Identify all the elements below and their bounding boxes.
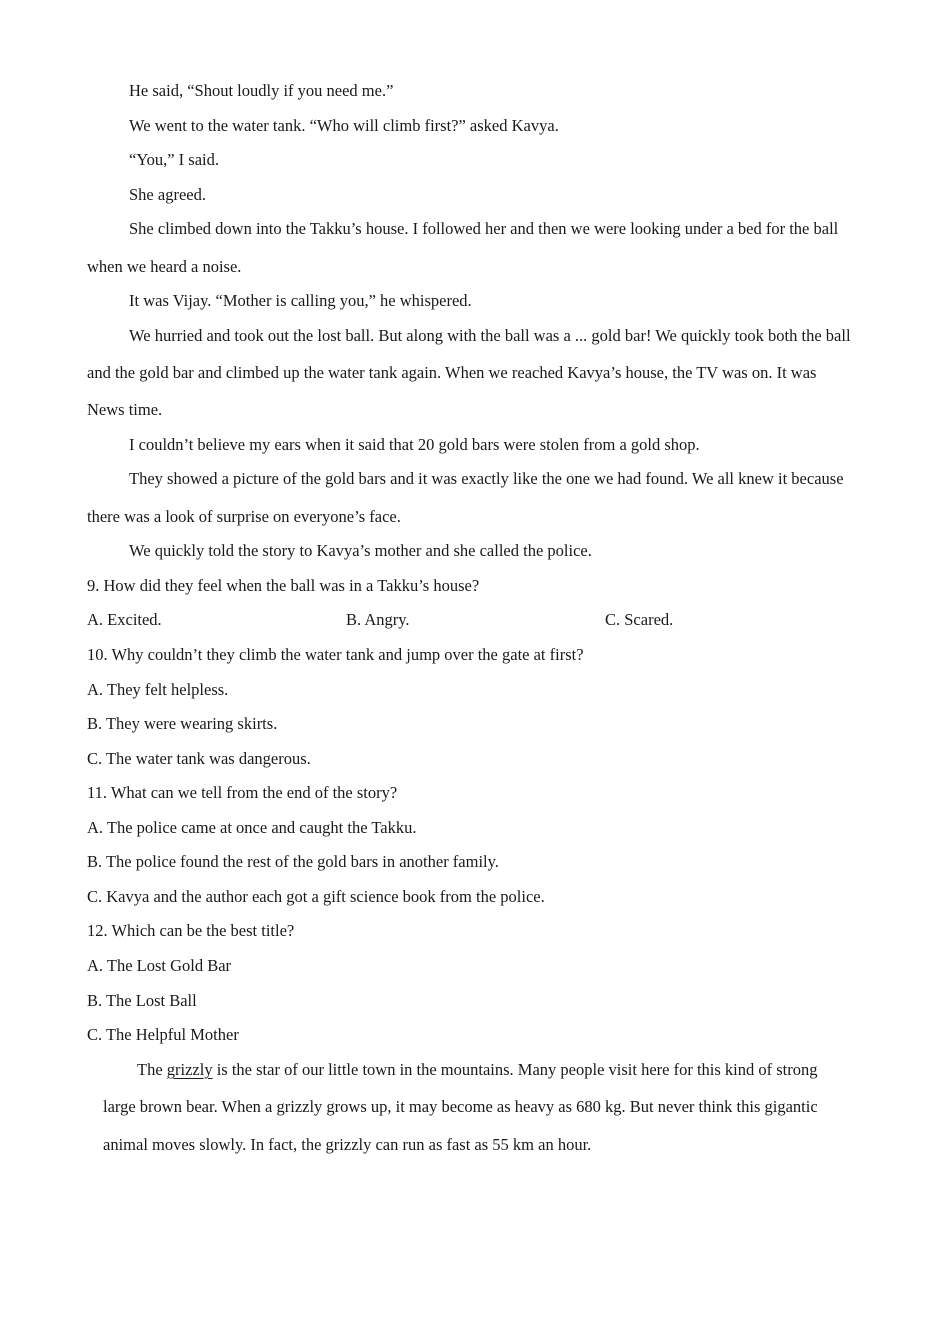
grizzly-underlined-word: grizzly <box>166 1060 213 1079</box>
question-10-option-c: C. The water tank was dangerous. <box>87 749 311 768</box>
story-line: News time. <box>87 400 163 419</box>
question-11: 11. What can we tell from the end of the story? <box>87 783 398 802</box>
question-10-option-a: A. They felt helpless. <box>87 680 229 699</box>
story-line: We quickly told the story to Kavya’s mother and she called the police. <box>129 541 592 560</box>
question-9: 9. How did they feel when the ball was in a Takku’s house? <box>87 576 480 595</box>
question-12-option-c: C. The Helpful Mother <box>87 1025 239 1044</box>
grizzly-line-1-pre: The <box>137 1060 167 1079</box>
story-line: “You,” I said. <box>129 150 219 169</box>
story-line: It was Vijay. “Mother is calling you,” he whispered. <box>129 291 472 310</box>
grizzly-line-2: large brown bear. When a grizzly grows up, it may become as heavy as 680 kg. But never think this gigantic <box>103 1097 818 1116</box>
question-12-option-b: B. The Lost Ball <box>87 991 197 1010</box>
grizzly-line-1-post: is the star of our little town in the mountains. Many people visit here for this kind of strong <box>212 1060 818 1079</box>
question-12-option-a: A. The Lost Gold Bar <box>87 956 232 975</box>
story-line: there was a look of surprise on everyone’s face. <box>87 507 401 526</box>
story-line: and the gold bar and climbed up the water tank again. When we reached Kavya’s house, the TV was on. It was <box>87 363 817 382</box>
story-line: He said, “Shout loudly if you need me.” <box>129 81 394 100</box>
question-9-option-c: C. Scared. <box>605 610 674 629</box>
story-line: They showed a picture of the gold bars and it was exactly like the one we had found. We all knew it because <box>129 469 844 488</box>
question-9-option-a: A. Excited. <box>87 610 162 629</box>
question-11-option-a: A. The police came at once and caught the Takku. <box>87 818 417 837</box>
story-line: She agreed. <box>129 185 206 204</box>
question-12: 12. Which can be the best title? <box>87 921 295 940</box>
question-10: 10. Why couldn’t they climb the water tank and jump over the gate at first? <box>87 645 584 664</box>
question-10-option-b: B. They were wearing skirts. <box>87 714 278 733</box>
question-9-option-b: B. Angry. <box>346 610 410 629</box>
question-11-option-c: C. Kavya and the author each got a gift science book from the police. <box>87 887 545 906</box>
story-line: I couldn’t believe my ears when it said that 20 gold bars were stolen from a gold shop. <box>129 435 700 454</box>
question-11-option-b: B. The police found the rest of the gold bars in another family. <box>87 852 499 871</box>
grizzly-line-1 <box>137 1060 818 1080</box>
story-line: She climbed down into the Takku’s house. I followed her and then we were looking under a bed for the ball <box>129 219 839 238</box>
story-line: We hurried and took out the lost ball. But along with the ball was a ... gold bar! We quickly took both the ball <box>129 326 851 345</box>
grizzly-line-3: animal moves slowly. In fact, the grizzly can run as fast as 55 km an hour. <box>103 1135 592 1154</box>
story-line: when we heard a noise. <box>87 257 242 276</box>
story-line: We went to the water tank. “Who will climb first?” asked Kavya. <box>129 116 559 135</box>
